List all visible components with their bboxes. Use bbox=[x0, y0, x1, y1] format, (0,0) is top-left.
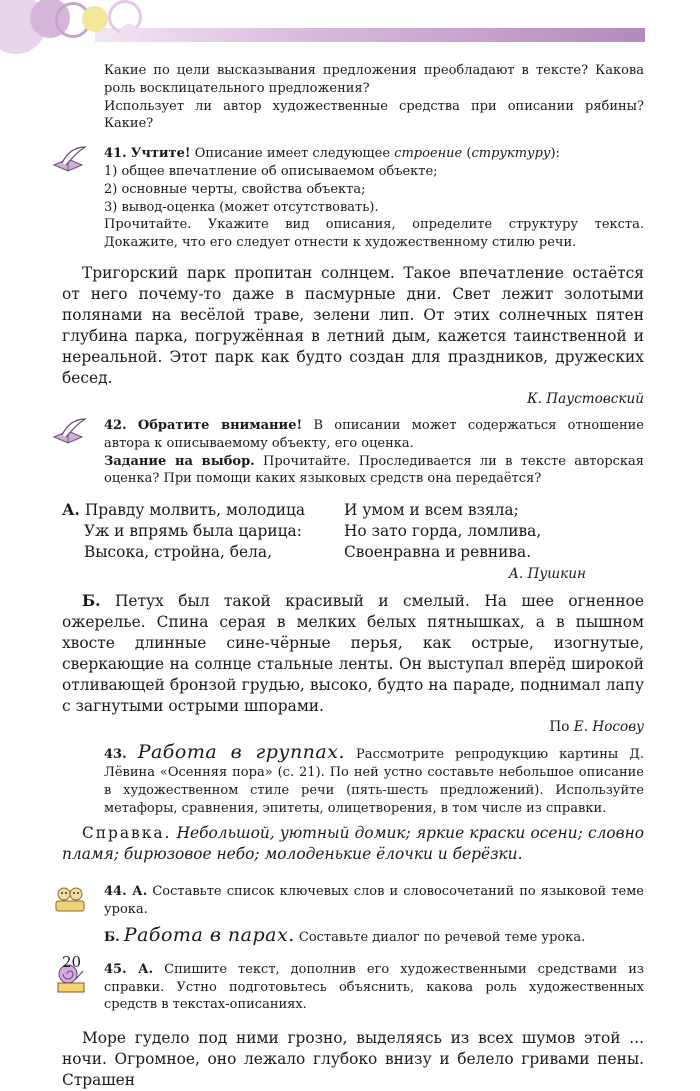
task-44: 44. А. Составьте список ключевых слов и словосочетаний по языковой теме урока. Б. Работа в парах. Составьте диалог по речевой теме урока. bbox=[62, 883, 644, 946]
deco-circle bbox=[120, 24, 138, 42]
reference-label: Справка. bbox=[82, 824, 172, 843]
choice-heading: Задание на выбор. bbox=[104, 453, 255, 469]
poem-line: Правду молвить, молодица bbox=[84, 501, 306, 520]
task-number: 42. bbox=[104, 417, 127, 433]
poem-line: Но зато горда, ломлива, bbox=[344, 522, 542, 541]
list-item: 3) вывод-оценка (может отсутствовать). bbox=[104, 199, 379, 215]
pair-work-label: Работа в парах. bbox=[123, 923, 295, 946]
task-number: 45. А. bbox=[104, 961, 154, 977]
page-number: 20 bbox=[62, 953, 82, 971]
task-41 bbox=[62, 145, 644, 252]
poem-line: Высока, стройна, бела, bbox=[84, 543, 272, 562]
task-sublabel: Б. bbox=[104, 929, 120, 945]
question-text: Использует ли автор художественные средства при описании рябины? Какие? bbox=[104, 98, 644, 132]
reading-text-park: Тригорский парк пропитан солнцем. Такое впечатление остаётся от него почему-то даже в пасмурные дни. Свет лежит золотыми полянами на весёлой траве, зелени лип. От этих солнечных пятен глубина парка, погружённая в летний дым, кажется таинственной и нереальной. Этот парк как будто создан для праздников, дружеских бесед. bbox=[62, 263, 644, 387]
author-credit: А. Пушкин bbox=[508, 566, 586, 583]
task-instruction: Прочитайте. Укажите вид описания, определите структуру текста. Докажите, что его следует отнести к художественному стилю речи. bbox=[104, 217, 644, 251]
header-band bbox=[95, 28, 645, 42]
task-number: 44. А. bbox=[104, 884, 148, 900]
task-number: 43. bbox=[104, 747, 127, 763]
poem-label: А. bbox=[62, 501, 80, 520]
author-credit: По Е. Носову bbox=[549, 719, 644, 736]
question-text: Какие по цели высказывания предложения преобладают в тексте? Какова роль восклицательного предложения? bbox=[104, 63, 644, 96]
page-content bbox=[62, 58, 644, 1091]
poem-pushkin bbox=[62, 500, 644, 563]
task-45: 45. А. Спишите текст, дополнив его художественными средствами из справки. Устно подготовьтесь объяснить, какова роль художественных средств в текстах-описаниях. bbox=[62, 961, 644, 1014]
page-header-decoration bbox=[0, 0, 700, 60]
author-credit: К. Паустовский bbox=[527, 390, 644, 407]
reference-note: Справка. Небольшой, уютный домик; яркие краски осени; словно пламя; бирюзовое небо; молоденькие ёлочки и берёзки. bbox=[62, 824, 644, 864]
reading-text-sea: Море гудело под ними грозно, выделяясь из всех шумов этой ... ночи. Огромное, оно лежало глубоко внизу и белело гривами пены. Страшен bbox=[62, 1029, 644, 1090]
poem-line: И умом и всем взяла; bbox=[344, 501, 519, 520]
list-item: 2) основные черты, свойства объекта; bbox=[104, 181, 366, 197]
task-number: 41. bbox=[104, 146, 127, 162]
task-heading: Учтите! bbox=[130, 146, 191, 162]
deco-circle bbox=[82, 6, 108, 32]
text-label: Б. bbox=[82, 592, 101, 611]
reading-text-rooster: Б. Петух был такой красивый и смелый. На шее огненное ожерелье. Спина серая в мелких белых пятнышках, а в пышном хвосте длинные сине-чёрные перья, как острые, изогнутые, сверкающие на солнце стальные ленты. Он выступал вперёд широкой отливающей бронзой грудью, высоко, будто на параде, поднимал лапу с загнутыми острыми шпорами. bbox=[62, 592, 644, 716]
task-43: 43. Работа в группах. Рассмотрите репродукцию картины Д. Лёвина «Осенняя пора» (с. 21). По ней устно составьте небольшое описание в художественном стиле речи (пять-шесть предложений). Используйте метафоры, сравнения, эпитеты, олицетворения, в том числе из справки. bbox=[104, 741, 644, 816]
task-heading: Обратите внимание! bbox=[137, 417, 303, 433]
task-41-intro: 41. Учтите! Описание имеет следующее строение (структуру): bbox=[104, 146, 560, 162]
quill-book-icon bbox=[52, 417, 88, 445]
quill-book-icon bbox=[52, 145, 88, 173]
intro-questions bbox=[62, 62, 644, 133]
students-icon bbox=[52, 883, 88, 915]
poem-line: Своенравна и ревнива. bbox=[344, 543, 532, 562]
group-work-label: Работа в группах. bbox=[137, 741, 345, 764]
poem-line: Уж и впрямь была царица: bbox=[84, 522, 302, 541]
task-42: 42. Обратите внимание! В описании может содержаться отношение автора к описываемому объекту, его оценка. Задание на выбор. Прочитайте. Проследивается ли в тексте авторская оценка? При помощи каких языковых средств она передаётся? bbox=[62, 417, 644, 488]
list-item: 1) общее впечатление об описываемом объекте; bbox=[104, 163, 438, 179]
